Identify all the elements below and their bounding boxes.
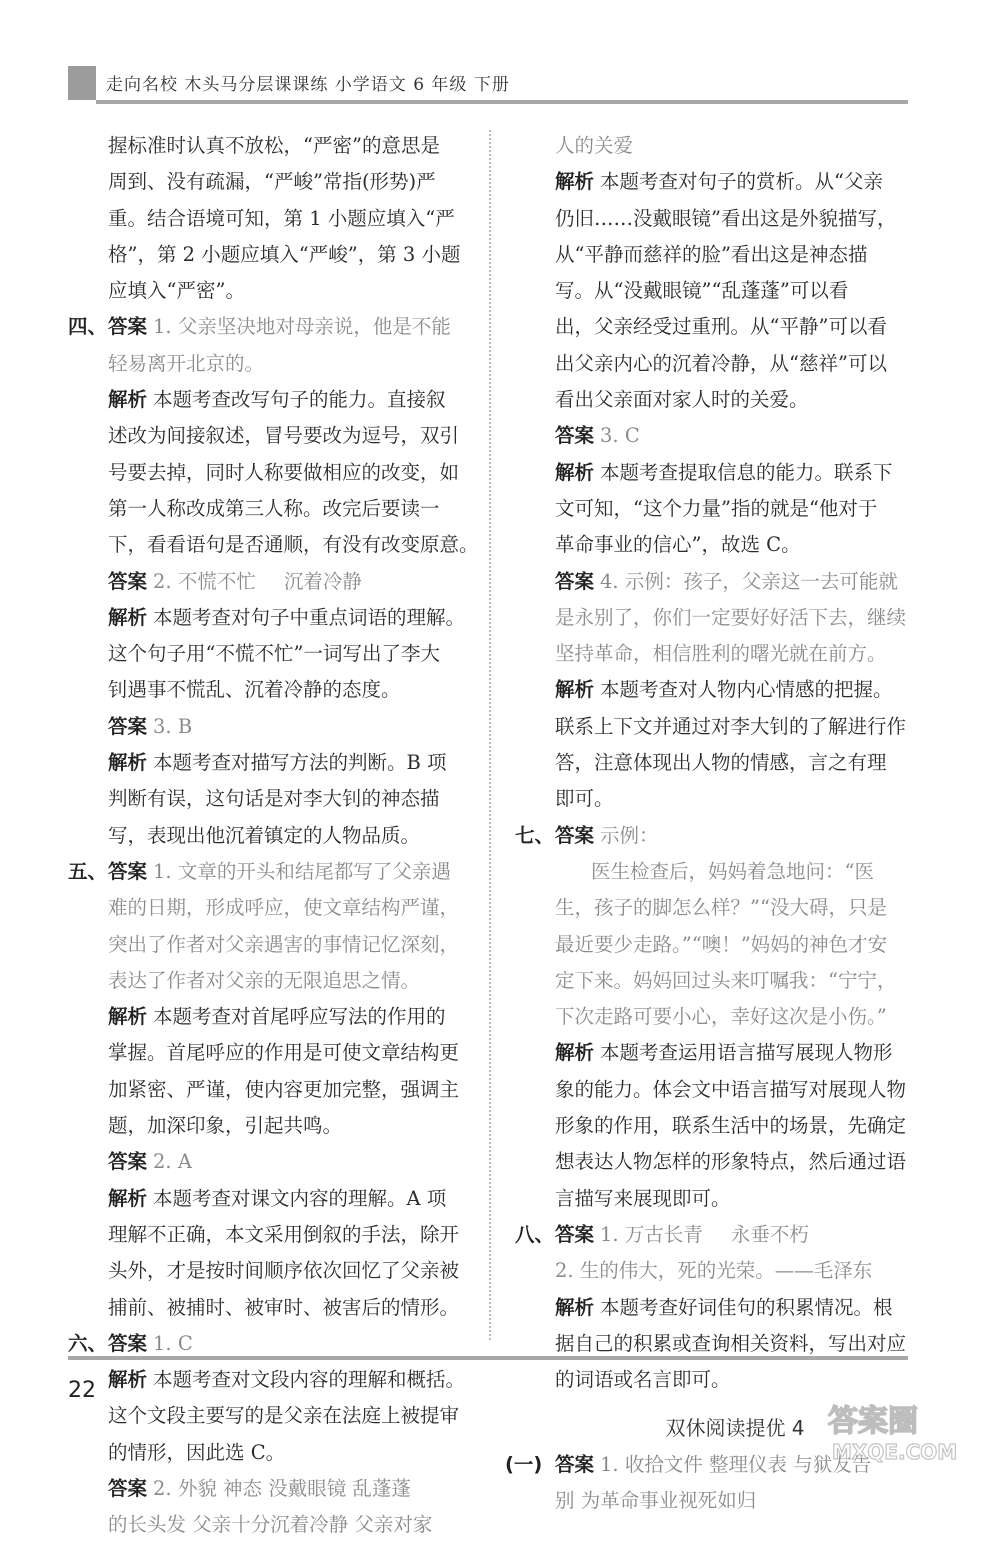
answer-text: 1. 文章的开头和结尾都写了父亲遇 xyxy=(153,859,451,883)
explanation-line xyxy=(555,1290,915,1326)
explanation-text: 文可知，“这个力量”指的就是“他对于 xyxy=(555,496,878,520)
left-column xyxy=(68,128,479,1544)
explanation-label: 解析 xyxy=(108,388,148,412)
explanation-text: 本题考查对描写方法的判断。B 项 xyxy=(153,751,447,775)
header-rule xyxy=(96,100,908,104)
answer-text: 1. 父亲坚决地对母亲说，他是不能 xyxy=(153,315,451,339)
text-line: 格”，第 2 小题应填入“严峻”，第 3 小题 xyxy=(108,242,461,266)
explanation-text: 看出父亲面对家人时的关爱。 xyxy=(555,388,809,412)
explanation-line xyxy=(555,672,915,708)
answer-text: 坚持革命，相信胜利的曙光就在前方。 xyxy=(555,642,887,666)
answer-text: 永垂不朽 xyxy=(730,1222,809,1246)
answer-line xyxy=(68,1471,468,1507)
watermark-logo-graphic xyxy=(820,1395,970,1465)
answer-line xyxy=(68,309,468,345)
answer-label: 答案 xyxy=(108,569,148,593)
explanation-line xyxy=(68,382,468,418)
explanation-line xyxy=(555,1035,915,1071)
answer-line xyxy=(68,854,468,890)
explanation-text: 本题考查提取信息的能力。联系下 xyxy=(600,460,893,484)
explanation-text: 判断有误，这句话是对李大钊的神态描 xyxy=(108,787,440,811)
explanation-text: 本题考查运用语言描写展现人物形 xyxy=(600,1041,893,1065)
example-text: 医生检查后，妈妈着急地问：“医 xyxy=(591,859,874,883)
explanation-text: 这个句子用“不慌不忙”一词写出了李大 xyxy=(108,642,440,666)
answer-line xyxy=(68,709,468,745)
answer-text: 沉着冷静 xyxy=(283,569,362,593)
explanation-text: 形象的作用，联系生活中的场景，先确定 xyxy=(555,1114,907,1138)
explanation-label: 解析 xyxy=(555,1295,595,1319)
explanation-line xyxy=(555,455,915,491)
answer-text: 的长头发 父亲十分沉着冷静 父亲对家 xyxy=(108,1513,433,1537)
explanation-text: 联系上下文并通过对李大钊的了解进行作 xyxy=(555,714,907,738)
watermark-url: MXQE.COM xyxy=(832,1440,958,1464)
explanation-text: 革命事业的信心”，故选 C。 xyxy=(555,533,801,557)
answer-label: 答案 xyxy=(108,315,148,339)
answer-line xyxy=(555,564,915,600)
answer-label: 答案 xyxy=(555,823,595,847)
example-text: 生，孩子的脚怎么样？”“没大碍，只是 xyxy=(555,896,887,920)
answer-text: 突出了作者对父亲遇害的事情记忆深刻， xyxy=(108,932,460,956)
answer-text: 1. 万古长青 xyxy=(600,1222,703,1246)
answer-text: 4. 示例：孩子，父亲这一去可能就 xyxy=(600,569,898,593)
answer-label: 答案 xyxy=(108,859,148,883)
explanation-text: 答，注意体现出人物的情感，言之有理 xyxy=(555,751,887,775)
answer-text: 表达了作者对父亲的无限追思之情。 xyxy=(108,968,421,992)
explanation-text: 本题考查改写句子的能力。直接叙 xyxy=(153,388,446,412)
answer-text: 别 为革命事业视死如归 xyxy=(555,1488,757,1512)
explanation-text: 第一人称改成第三人称。改完后要读一 xyxy=(108,496,440,520)
explanation-text: 本题考查对课文内容的理解。A 项 xyxy=(153,1186,447,1210)
answer-label: 答案 xyxy=(555,1222,595,1246)
answer-text: 3. B xyxy=(153,714,193,738)
text-line: 握标准时认真不放松，“严密”的意思是 xyxy=(108,134,440,157)
explanation-text: 写，表现出他沉着镇定的人物品质。 xyxy=(108,823,421,847)
column-divider xyxy=(489,130,491,1340)
answer-text: 2. 不慌不忙 xyxy=(153,569,256,593)
footer-rule xyxy=(68,1356,908,1360)
explanation-text: 本题考查对文段内容的理解和概括。 xyxy=(153,1368,466,1392)
answer-line xyxy=(515,818,915,854)
header-decor-block xyxy=(68,66,96,100)
explanation-text: 号要去掉，同时人称要做相应的改变，如 xyxy=(108,460,460,484)
answer-text: 2. 生的伟大，死的光荣。——毛泽东 xyxy=(555,1259,873,1283)
explanation-text: 述改为间接叙述，冒号要改为逗号，双引 xyxy=(108,424,460,448)
explanation-text: 本题考查对句子的赏析。从“父亲 xyxy=(600,170,883,194)
answer-text: 轻易离开北京的。 xyxy=(108,351,265,375)
explanation-text: 本题考查对人物内心情感的把握。 xyxy=(600,678,893,702)
explanation-text: 的词语或名言即可。 xyxy=(555,1368,731,1392)
explanation-label: 解析 xyxy=(555,460,595,484)
section-mark: 五、 xyxy=(68,859,108,883)
explanation-line xyxy=(555,164,915,200)
explanation-label: 解析 xyxy=(108,751,148,775)
text-line: 周到、没有疏漏，“严峻”常指(形势)严 xyxy=(108,170,436,194)
explanation-text: 想表达人物怎样的形象特点，然后通过语 xyxy=(555,1150,907,1174)
answer-label: 答案 xyxy=(108,714,148,738)
explanation-text: 仍旧……没戴眼镜”看出这是外貌描写， xyxy=(555,206,897,230)
explanation-text: 头外，才是按时间顺序依次回忆了父亲被 xyxy=(108,1259,460,1283)
section-mark: 四、 xyxy=(68,315,108,339)
answer-text: 示例： xyxy=(600,823,659,847)
page-number: 22 xyxy=(68,1378,96,1403)
explanation-label: 解析 xyxy=(555,678,595,702)
answer-label: 答案 xyxy=(108,1476,148,1500)
explanation-label: 解析 xyxy=(108,605,148,629)
explanation-label: 解析 xyxy=(555,170,595,194)
explanation-text: 理解不正确，本文采用倒叙的手法，除开 xyxy=(108,1222,460,1246)
explanation-text: 出，父亲经受过重刑。从“平静”可以看 xyxy=(555,315,887,339)
explanation-label: 解析 xyxy=(108,1005,148,1029)
explanation-text: 加紧密、严谨，使内容更加完整，强调主 xyxy=(108,1077,460,1101)
section-mark: (一) xyxy=(505,1452,543,1476)
answer-line xyxy=(68,1144,468,1180)
answer-text: 人的关爱 xyxy=(555,134,634,157)
answer-line xyxy=(515,1217,915,1253)
answer-label: 答案 xyxy=(555,569,595,593)
example-text: 下次走路可要小心，幸好这次是小伤。” xyxy=(555,1005,887,1029)
explanation-text: 捕前、被捕时、被审时、被害后的情形。 xyxy=(108,1295,460,1319)
header-title: 走向名校 木头马分层课课练 小学语文 6 年级 下册 xyxy=(106,75,510,95)
text-line: 重。结合语境可知，第 1 小题应填入“严 xyxy=(108,206,455,230)
explanation-line xyxy=(68,745,468,781)
explanation-text: 下，看看语句是否通顺，有没有改变原意。 xyxy=(108,533,479,557)
answer-text: 2. A xyxy=(153,1150,192,1174)
answer-text: 1. 收拾文件 整理仪表 与狱友告 xyxy=(600,1452,872,1476)
explanation-text: 写。从“没戴眼镜”“乱蓬蓬”可以看 xyxy=(555,279,849,303)
answer-line xyxy=(555,418,915,454)
section-mark: 六、 xyxy=(68,1331,108,1355)
explanation-line xyxy=(68,999,468,1035)
explanation-line xyxy=(68,1181,468,1217)
example-text: 最近要少走路。”“噢！”妈妈的神色才安 xyxy=(555,932,888,956)
answer-label: 答案 xyxy=(108,1150,148,1174)
section-mark: 八、 xyxy=(515,1222,555,1246)
explanation-label: 解析 xyxy=(108,1186,148,1210)
explanation-text: 象的能力。体会文中语言描写对展现人物 xyxy=(555,1077,907,1101)
explanation-line xyxy=(68,600,468,636)
explanation-text: 本题考查好词佳句的积累情况。根 xyxy=(600,1295,893,1319)
answer-text: 3. C xyxy=(600,424,640,448)
right-column xyxy=(505,128,915,1519)
explanation-line xyxy=(68,1362,468,1398)
answer-label: 答案 xyxy=(555,1452,595,1476)
explanation-text: 言描写来展现即可。 xyxy=(555,1186,731,1210)
watermark-title: 答案圈 xyxy=(828,1404,918,1439)
example-text: 定下来。妈妈回过头来叮嘱我：“宁宁， xyxy=(555,968,897,992)
text-line: 应填入“严密”。 xyxy=(108,279,245,303)
answer-label: 答案 xyxy=(108,1331,148,1355)
explanation-text: 即可。 xyxy=(555,787,614,811)
answer-text: 是永别了，你们一定要好好活下去，继续 xyxy=(555,605,907,629)
answer-text: 2. 外貌 神态 没戴眼镜 乱蓬蓬 xyxy=(153,1476,411,1500)
explanation-text: 从“平静而慈祥的脸”看出这是神态描 xyxy=(555,242,868,266)
watermark-logo xyxy=(820,1395,970,1465)
answer-text: 难的日期，形成呼应，使文章结构严谨， xyxy=(108,896,460,920)
explanation-text: 出父亲内心的沉着冷静，从“慈祥”可以 xyxy=(555,351,887,375)
explanation-label: 解析 xyxy=(108,1368,148,1392)
section-heading: 双休阅读提优 4 xyxy=(665,1416,805,1441)
explanation-text: 本题考查对句子中重点词语的理解。 xyxy=(153,605,466,629)
answer-text: 1. C xyxy=(153,1331,193,1355)
explanation-text: 的情形，因此选 C。 xyxy=(108,1440,286,1464)
explanation-text: 据自己的积累或查询相关资料，写出对应 xyxy=(555,1331,907,1355)
explanation-text: 掌握。首尾呼应的作用是可使文章结构更 xyxy=(108,1041,460,1065)
explanation-label: 解析 xyxy=(555,1041,595,1065)
explanation-text: 这个文段主要写的是父亲在法庭上被提审 xyxy=(108,1404,460,1428)
section-mark: 七、 xyxy=(515,823,555,847)
explanation-text: 题，加深印象，引起共鸣。 xyxy=(108,1114,343,1138)
answer-line xyxy=(68,564,468,600)
explanation-text: 钊遇事不慌乱、沉着冷静的态度。 xyxy=(108,678,401,702)
explanation-text: 本题考查对首尾呼应写法的作用的 xyxy=(153,1005,446,1029)
answer-label: 答案 xyxy=(555,424,595,448)
